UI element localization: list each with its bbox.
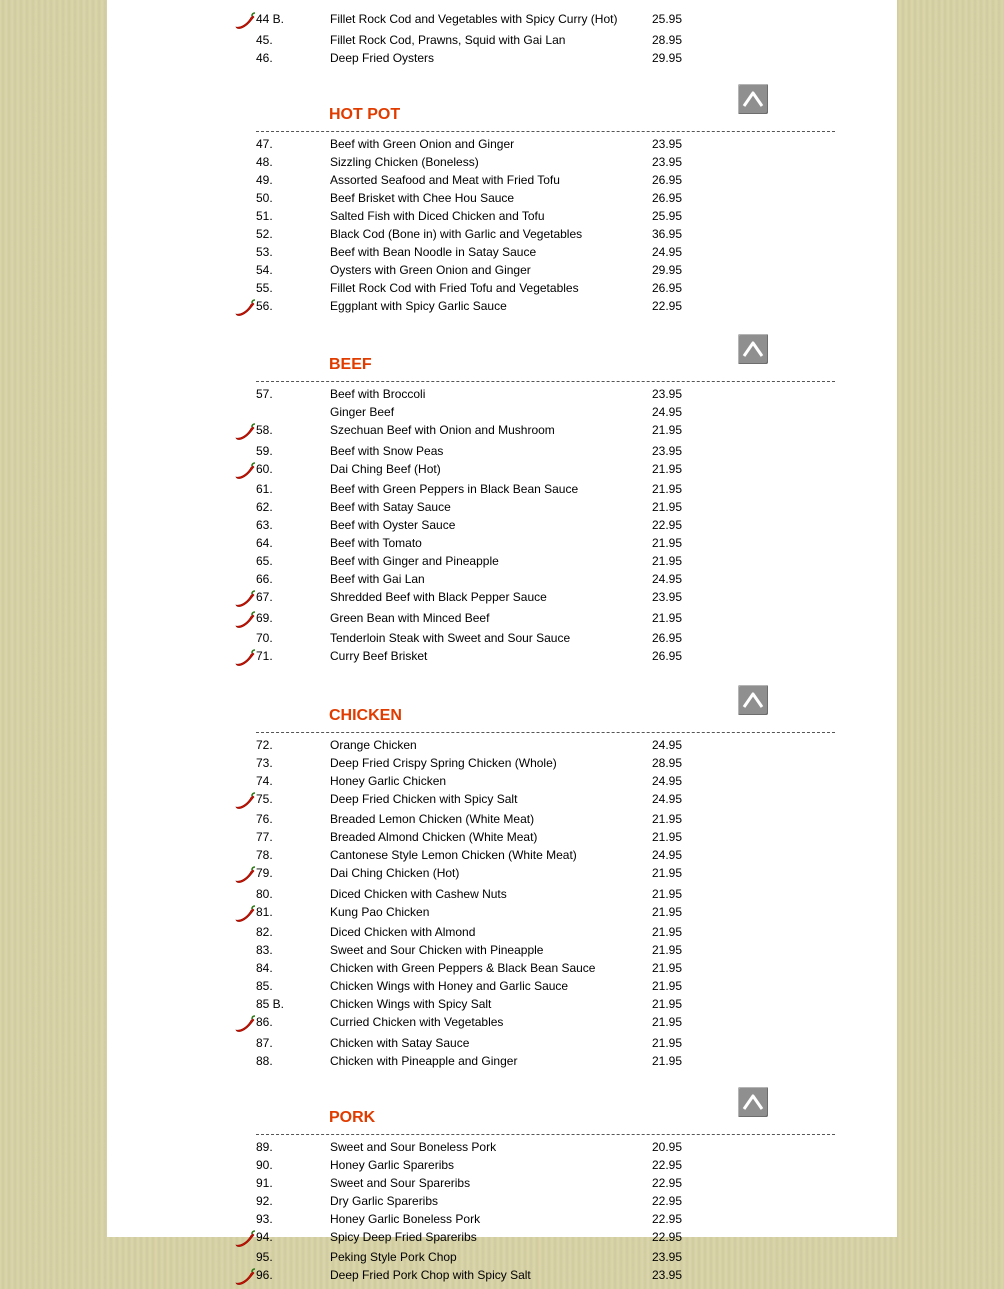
item-number: 74. xyxy=(256,773,273,788)
item-price: 22.95 xyxy=(652,1157,683,1172)
item-number: 92. xyxy=(256,1193,273,1208)
item-name: Beef with Snow Peas xyxy=(330,443,444,458)
item-name: Dai Ching Beef (Hot) xyxy=(330,461,441,476)
item-name: Dai Ching Chicken (Hot) xyxy=(330,866,460,880)
item-name: Breaded Almond Chicken (White Meat) xyxy=(330,830,538,844)
item-price: 24.95 xyxy=(652,244,683,259)
item-price: 21.95 xyxy=(652,461,683,476)
back-to-top-button[interactable] xyxy=(738,334,768,364)
item-number: 51. xyxy=(256,208,273,223)
menu-item xyxy=(107,994,897,1012)
item-name: Kung Pao Chicken xyxy=(330,904,430,919)
item-number: 85. xyxy=(256,979,273,993)
item-name: Peking Style Pork Chop xyxy=(330,1250,457,1264)
chili-pepper-icon xyxy=(234,423,256,441)
menu-item xyxy=(107,497,897,515)
item-number: 76. xyxy=(256,812,273,826)
menu-item xyxy=(107,296,897,314)
menu-item xyxy=(107,30,897,48)
item-price: 23.95 xyxy=(652,590,683,604)
item-number: 75. xyxy=(256,791,273,806)
menu-item xyxy=(107,260,897,278)
item-price: 21.95 xyxy=(652,500,683,514)
item-name: Orange Chicken xyxy=(330,737,417,752)
section-title: BEEF xyxy=(329,356,372,373)
section-header xyxy=(107,84,897,132)
item-price: 22.95 xyxy=(652,298,683,313)
menu-item xyxy=(107,628,897,646)
item-number: 67. xyxy=(256,590,273,604)
item-price: 21.95 xyxy=(652,961,683,975)
menu-item xyxy=(107,922,897,940)
chili-pepper-icon xyxy=(234,905,256,923)
menu-item xyxy=(107,1033,897,1051)
menu-item xyxy=(107,170,897,188)
item-name: Chicken with Satay Sauce xyxy=(330,1035,470,1050)
item-price: 21.95 xyxy=(652,997,683,1011)
menu-item xyxy=(107,188,897,206)
item-price: 21.95 xyxy=(652,943,683,957)
section-header xyxy=(107,1087,897,1135)
section-header xyxy=(107,685,897,733)
item-number: 59. xyxy=(256,443,273,458)
item-price: 21.95 xyxy=(652,482,683,496)
item-price: 21.95 xyxy=(652,904,683,919)
section-divider xyxy=(256,1134,835,1135)
item-number: 49. xyxy=(256,172,273,187)
item-name: Diced Chicken with Cashew Nuts xyxy=(330,886,507,901)
item-price: 24.95 xyxy=(652,737,683,752)
item-name: Spicy Deep Fried Spareribs xyxy=(330,1229,477,1244)
section-divider xyxy=(256,381,835,382)
item-price: 20.95 xyxy=(652,1139,683,1154)
item-price: 21.95 xyxy=(652,979,683,993)
item-price: 22.95 xyxy=(652,1175,683,1190)
menu-item xyxy=(107,809,897,827)
item-number: 64. xyxy=(256,536,273,550)
item-name: Beef with Broccoli xyxy=(330,387,426,401)
item-number: 46. xyxy=(256,50,273,65)
item-name: Diced Chicken with Almond xyxy=(330,925,476,939)
menu-item xyxy=(107,1155,897,1173)
menu-item xyxy=(107,863,897,881)
item-name: Beef with Gai Lan xyxy=(330,572,425,586)
item-price: 24.95 xyxy=(652,572,683,586)
menu-item xyxy=(107,206,897,224)
menu-item xyxy=(107,976,897,994)
menu-item xyxy=(107,384,897,402)
item-name: Curry Beef Brisket xyxy=(330,649,428,663)
item-name: Deep Fried Pork Chop with Spicy Salt xyxy=(330,1268,531,1282)
item-price: 24.95 xyxy=(652,405,683,419)
item-name: Chicken with Pineapple and Ginger xyxy=(330,1053,518,1068)
menu-item xyxy=(107,441,897,459)
item-number: 66. xyxy=(256,572,273,586)
item-number: 81. xyxy=(256,904,273,919)
menu-item xyxy=(107,9,897,27)
item-number: 53. xyxy=(256,244,273,259)
item-number: 63. xyxy=(256,518,273,532)
item-name: Chicken Wings with Honey and Garlic Sauce xyxy=(330,979,569,993)
item-price: 21.95 xyxy=(652,554,683,568)
item-name: Sweet and Sour Spareribs xyxy=(330,1175,471,1190)
menu-item xyxy=(107,884,897,902)
item-number: 80. xyxy=(256,886,273,901)
chili-pepper-icon xyxy=(234,649,256,667)
menu-item xyxy=(107,242,897,260)
item-price: 23.95 xyxy=(652,387,683,401)
item-name: Eggplant with Spicy Garlic Sauce xyxy=(330,298,507,313)
item-name: Breaded Lemon Chicken (White Meat) xyxy=(330,812,535,826)
item-name: Honey Garlic Spareribs xyxy=(330,1157,455,1172)
item-number: 65. xyxy=(256,554,273,568)
section-title: PORK xyxy=(329,1108,376,1126)
item-name: Beef with Tomato xyxy=(330,536,422,550)
item-price: 21.95 xyxy=(652,423,683,437)
menu-item xyxy=(107,1173,897,1191)
item-number: 93. xyxy=(256,1211,273,1226)
item-number: 52. xyxy=(256,226,273,241)
item-price: 21.95 xyxy=(652,886,683,901)
item-name: Szechuan Beef with Onion and Mushroom xyxy=(330,423,555,437)
menu-item xyxy=(107,753,897,771)
menu-item xyxy=(107,958,897,976)
item-name: Chicken Wings with Spicy Salt xyxy=(330,997,492,1011)
chili-pepper-icon xyxy=(234,866,256,884)
item-price: 22.95 xyxy=(652,518,683,532)
section-header xyxy=(107,334,897,382)
item-name: Curried Chicken with Vegetables xyxy=(330,1015,504,1029)
menu-item xyxy=(107,735,897,753)
chili-pepper-icon xyxy=(234,1268,256,1286)
item-number: 55. xyxy=(256,280,273,295)
item-price: 24.95 xyxy=(652,791,683,806)
menu-item xyxy=(107,48,897,66)
item-number: 82. xyxy=(256,925,273,939)
section-title: CHICKEN xyxy=(329,706,402,724)
item-price: 24.95 xyxy=(652,848,683,862)
item-price: 21.95 xyxy=(652,1035,683,1050)
back-to-top-button[interactable] xyxy=(738,84,768,114)
item-number: 73. xyxy=(256,755,273,770)
item-price: 26.95 xyxy=(652,631,683,645)
item-number: 71. xyxy=(256,649,273,663)
item-number: 44 B. xyxy=(256,12,285,26)
item-price: 23.95 xyxy=(652,1250,683,1264)
section-divider xyxy=(256,131,835,132)
item-name: Deep Fried Oysters xyxy=(330,50,435,65)
menu-item xyxy=(107,134,897,152)
item-number: 72. xyxy=(256,737,273,752)
item-price: 21.95 xyxy=(652,536,683,550)
menu-item xyxy=(107,479,897,497)
menu-item xyxy=(107,278,897,296)
item-number: 90. xyxy=(256,1157,273,1172)
item-price: 29.95 xyxy=(652,50,683,65)
menu-item xyxy=(107,845,897,863)
item-price: 23.95 xyxy=(652,136,683,151)
item-number: 94. xyxy=(256,1229,273,1244)
menu-item xyxy=(107,646,897,664)
item-number: 70. xyxy=(256,631,273,645)
menu-item xyxy=(107,1209,897,1227)
item-price: 28.95 xyxy=(652,32,683,47)
menu-item xyxy=(107,402,897,420)
back-to-top-button[interactable] xyxy=(738,1087,768,1117)
menu-item xyxy=(107,515,897,533)
item-name: Ginger Beef xyxy=(330,405,395,419)
item-number: 62. xyxy=(256,500,273,514)
item-name: Beef with Green Peppers in Black Bean Sauce xyxy=(330,482,579,496)
chili-pepper-icon xyxy=(234,462,256,480)
item-price: 22.95 xyxy=(652,1229,683,1244)
menu-item xyxy=(107,551,897,569)
menu-item xyxy=(107,587,897,605)
item-price: 36.95 xyxy=(652,226,683,241)
item-price: 25.95 xyxy=(652,208,683,223)
item-price: 22.95 xyxy=(652,1211,683,1226)
item-name: Beef with Bean Noodle in Satay Sauce xyxy=(330,244,537,259)
item-name: Deep Fried Chicken with Spicy Salt xyxy=(330,791,518,806)
item-number: 58. xyxy=(256,423,273,437)
menu-item xyxy=(107,789,897,807)
menu-item xyxy=(107,1191,897,1209)
item-name: Assorted Seafood and Meat with Fried Tofu xyxy=(330,172,560,187)
chili-pepper-icon xyxy=(234,611,256,629)
item-number: 48. xyxy=(256,154,273,169)
item-number: 85 B. xyxy=(256,997,285,1011)
item-number: 47. xyxy=(256,136,273,151)
menu-item xyxy=(107,1265,897,1283)
item-name: Dry Garlic Spareribs xyxy=(330,1193,439,1208)
chili-pepper-icon xyxy=(234,1015,256,1033)
item-number: 50. xyxy=(256,190,273,205)
item-number: 45. xyxy=(256,32,273,47)
menu-item xyxy=(107,459,897,477)
item-price: 23.95 xyxy=(652,154,683,169)
menu-item xyxy=(107,1247,897,1265)
item-name: Shredded Beef with Black Pepper Sauce xyxy=(330,590,547,604)
item-price: 21.95 xyxy=(652,610,683,625)
item-number: 87. xyxy=(256,1035,273,1050)
section-divider xyxy=(256,732,835,733)
menu-item xyxy=(107,224,897,242)
item-number: 96. xyxy=(256,1268,273,1282)
item-name: Sweet and Sour Chicken with Pineapple xyxy=(330,943,544,957)
menu-item xyxy=(107,771,897,789)
menu-item xyxy=(107,902,897,920)
item-price: 23.95 xyxy=(652,443,683,458)
menu-item xyxy=(107,1227,897,1245)
item-number: 91. xyxy=(256,1175,273,1190)
item-number: 61. xyxy=(256,482,273,496)
item-name: Deep Fried Crispy Spring Chicken (Whole) xyxy=(330,755,557,770)
item-name: Beef with Oyster Sauce xyxy=(330,518,456,532)
item-name: Fillet Rock Cod and Vegetables with Spicy Curry (Hot) xyxy=(330,12,618,26)
item-price: 24.95 xyxy=(652,773,683,788)
menu-item xyxy=(107,420,897,438)
item-price: 21.95 xyxy=(652,830,683,844)
item-number: 84. xyxy=(256,961,273,975)
item-number: 86. xyxy=(256,1015,273,1029)
item-name: Beef with Green Onion and Ginger xyxy=(330,136,515,151)
item-name: Honey Garlic Boneless Pork xyxy=(330,1211,481,1226)
item-name: Oysters with Green Onion and Ginger xyxy=(330,262,531,277)
item-number: 60. xyxy=(256,461,273,476)
item-price: 26.95 xyxy=(652,172,683,187)
menu-item xyxy=(107,940,897,958)
item-price: 23.95 xyxy=(652,1268,683,1282)
item-name: Cantonese Style Lemon Chicken (White Meat) xyxy=(330,848,577,862)
back-to-top-button[interactable] xyxy=(738,685,768,715)
item-price: 29.95 xyxy=(652,262,683,277)
item-price: 21.95 xyxy=(652,1015,683,1029)
chili-pepper-icon xyxy=(234,299,256,317)
item-price: 21.95 xyxy=(652,925,683,939)
item-number: 83. xyxy=(256,943,273,957)
item-number: 57. xyxy=(256,387,273,401)
item-price: 25.95 xyxy=(652,12,683,26)
item-name: Salted Fish with Diced Chicken and Tofu xyxy=(330,208,545,223)
item-price: 22.95 xyxy=(652,1193,683,1208)
menu-item xyxy=(107,1137,897,1155)
item-number: 88. xyxy=(256,1053,273,1068)
chili-pepper-icon xyxy=(234,1230,256,1248)
item-name: Black Cod (Bone in) with Garlic and Vegetables xyxy=(330,226,583,241)
item-name: Sweet and Sour Boneless Pork xyxy=(330,1139,497,1154)
item-name: Green Bean with Minced Beef xyxy=(330,610,490,625)
item-number: 54. xyxy=(256,262,273,277)
item-name: Beef with Ginger and Pineapple xyxy=(330,554,499,568)
menu-item xyxy=(107,569,897,587)
item-number: 95. xyxy=(256,1250,273,1264)
item-name: Beef with Satay Sauce xyxy=(330,500,451,514)
item-price: 21.95 xyxy=(652,812,683,826)
item-price: 28.95 xyxy=(652,755,683,770)
item-name: Sizzling Chicken (Boneless) xyxy=(330,154,479,169)
item-price: 26.95 xyxy=(652,280,683,295)
item-number: 69. xyxy=(256,610,273,625)
item-name: Beef Brisket with Chee Hou Sauce xyxy=(330,190,515,205)
menu-item xyxy=(107,827,897,845)
item-price: 21.95 xyxy=(652,1053,683,1068)
item-price: 26.95 xyxy=(652,649,683,663)
menu-item xyxy=(107,608,897,626)
item-number: 56. xyxy=(256,298,273,313)
item-number: 79. xyxy=(256,866,273,880)
menu-page xyxy=(107,0,897,1282)
menu-item xyxy=(107,1012,897,1030)
item-name: Tenderloin Steak with Sweet and Sour Sauce xyxy=(330,631,571,645)
item-name: Fillet Rock Cod with Fried Tofu and Vegetables xyxy=(330,280,579,295)
chili-pepper-icon xyxy=(234,12,256,30)
chili-pepper-icon xyxy=(234,792,256,810)
item-number: 89. xyxy=(256,1139,273,1154)
item-number: 78. xyxy=(256,848,273,862)
item-name: Fillet Rock Cod, Prawns, Squid with Gai Lan xyxy=(330,32,566,47)
menu-item xyxy=(107,1051,897,1069)
menu-item xyxy=(107,533,897,551)
menu-item xyxy=(107,152,897,170)
item-name: Chicken with Green Peppers & Black Bean Sauce xyxy=(330,961,596,975)
item-price: 26.95 xyxy=(652,190,683,205)
chili-pepper-icon xyxy=(234,590,256,608)
item-price: 21.95 xyxy=(652,866,683,880)
menu-list xyxy=(107,0,897,1282)
item-name: Honey Garlic Chicken xyxy=(330,773,447,788)
section-title: HOT POT xyxy=(329,105,401,123)
item-number: 77. xyxy=(256,830,273,844)
